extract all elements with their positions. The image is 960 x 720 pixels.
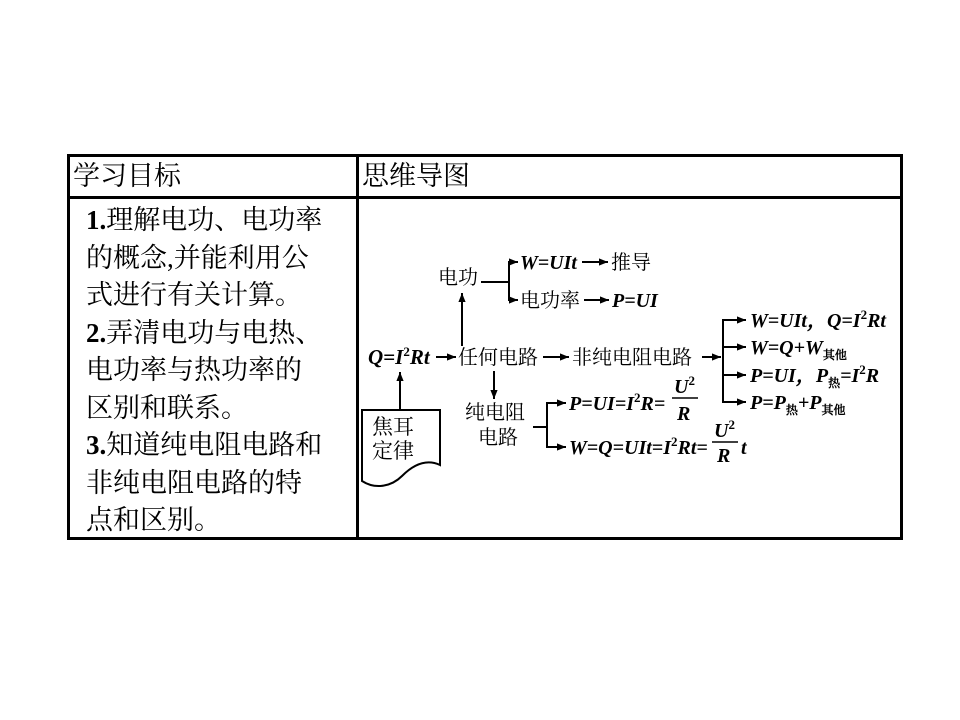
joule-law-line: 焦耳 [372,415,414,439]
objective-line: 非纯电阻电路的特 [86,467,302,498]
node-pure-resistive-circuit [478,426,518,449]
formula-part: U [714,420,729,442]
joule-law-label [372,415,414,439]
objectives-cell [70,199,359,537]
formula-subscript: 热 [785,403,798,417]
objective-line: 式进行有关计算。 [86,280,302,310]
objective-line: 的概念,并能利用公 [86,242,309,273]
mind-map-diagram [359,199,900,537]
joule-law-label [372,439,414,463]
header-cell-objectives [70,157,359,199]
formula-part: W=Q+W [750,337,823,359]
mind-map-cell [359,199,900,537]
formula-tail: t [741,437,747,459]
objective-number: 2. [86,317,107,348]
objective-number: 3. [86,430,107,460]
formula-part: P=UI=I [569,393,635,415]
formula-part: W=UIt，Q=I [750,310,861,332]
fraction-denominator: R [717,445,731,467]
node-joule-heat-formula [368,344,431,369]
formula-part: W=Q=UIt=I [569,437,671,459]
non-pure-relation [749,392,846,417]
objective-line [86,427,322,465]
formula-part: P=UI，P [750,365,829,387]
formula-part: Q=I [368,345,404,369]
fraction-denominator: R [677,403,691,425]
formula-part: Rt= [677,437,708,459]
formula-part: R= [640,393,666,415]
non-pure-relation [750,337,847,362]
node-line: 电路 [478,427,518,449]
node-power-formula: P=UI [612,290,658,312]
fraction-numerator [714,417,735,442]
objective-text: 理解电功、电功率 [106,205,323,235]
formula-part: P=P [750,392,786,414]
node-derivation: 推导 [611,252,651,274]
formula-part: R [865,365,880,387]
objective-text: 知道纯电阻电路和 [106,430,323,460]
joule-law-line: 定律 [372,439,414,463]
node-electric-work: 电功 [438,267,478,289]
pure-relation [569,434,708,459]
formula-superscript: 2 [403,344,410,359]
fraction-numerator [674,373,695,398]
header-cell-mind-map [359,157,900,199]
pure-relation [568,390,665,415]
formula-subscript: 其他 [821,403,846,417]
header-objectives: 学习目标 [73,161,181,191]
formula-subscript: 热 [828,376,841,390]
formula-part: Rt [867,310,886,332]
formula-superscript: 2 [688,373,695,388]
non-pure-relation [750,307,887,332]
node-electric-power: 电功率 [520,290,580,312]
header-mind-map: 思维导图 [362,161,470,191]
objective-line [86,315,322,353]
node-any-circuit: 任何电路 [458,347,538,369]
formula-part: =I [840,365,860,387]
formula-superscript: 2 [670,434,678,449]
formula-superscript: 2 [728,417,735,432]
formula-superscript: 2 [860,307,868,322]
formula-subscript: 其他 [822,348,847,362]
objective-line: 电功率与热功率的 [86,355,302,385]
objective-number: 1. [86,205,107,235]
formula-superscript: 2 [859,362,866,377]
objectives-table [67,154,903,540]
formula-superscript: 2 [634,390,641,405]
objective-line: 点和区别。 [86,505,221,535]
node-work-formula: W=UIt [520,252,577,274]
formula-part: Rt [409,345,430,369]
objectives-list [86,202,322,540]
objective-text: 弄清电功与电热、 [106,317,323,348]
objective-line: 区别和联系。 [86,392,248,423]
formula-part: +P [797,392,822,414]
node-line: 纯电阻 [465,402,525,424]
objective-line [86,202,322,240]
non-pure-relation [749,362,879,390]
node-non-pure-resistive-circuit: 非纯电阻电路 [572,347,692,369]
node-pure-resistive-circuit [465,401,525,424]
formula-part: U [674,376,689,398]
